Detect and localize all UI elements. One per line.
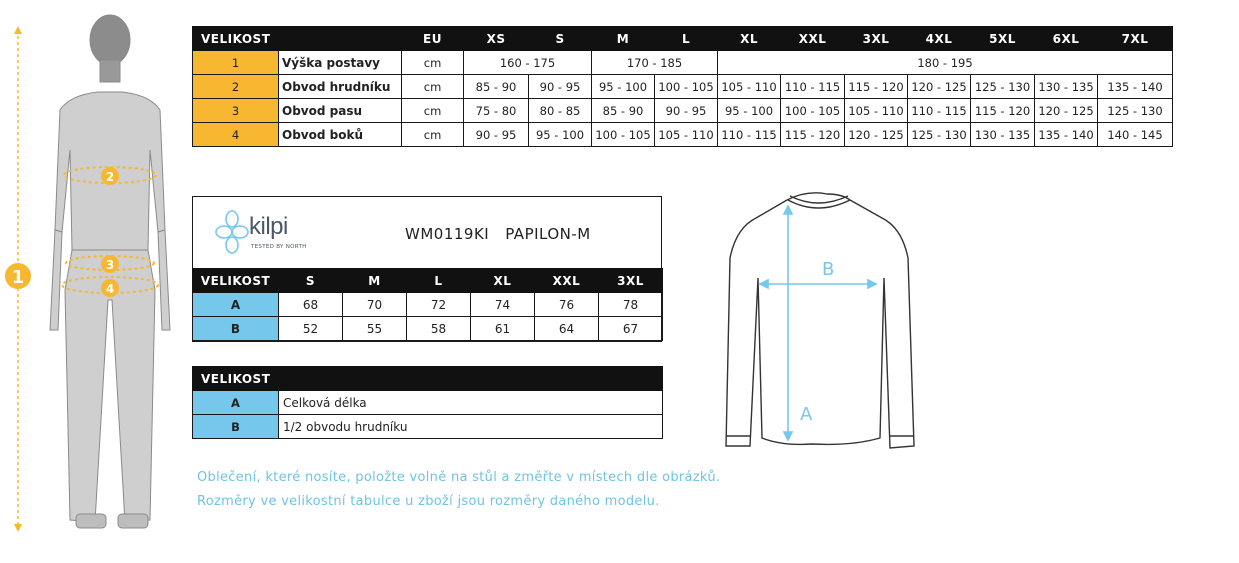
- svg-text:4: 4: [105, 282, 115, 296]
- table-cell: 105 - 110: [718, 75, 781, 99]
- shirt-outline: [726, 193, 914, 448]
- table-cell: 78: [599, 293, 663, 317]
- svg-text:1: 1: [11, 267, 25, 288]
- table-cell: 110 - 115: [718, 123, 781, 147]
- table-cell: 90 - 95: [464, 123, 529, 147]
- logo-tagline: TESTED BY NORTH: [251, 244, 307, 250]
- row-unit: cm: [402, 51, 464, 75]
- marker-3: [101, 255, 119, 273]
- table-cell: 76: [535, 293, 599, 317]
- svg-text:3: 3: [105, 258, 115, 272]
- instruction-note: Rozměry ve velikostní tabulce u zboží jsou rozměry daného modelu.: [197, 494, 660, 509]
- arrow-down-icon: [14, 524, 22, 532]
- table-cell: 61: [471, 317, 535, 341]
- table-cell: 120 - 125: [1035, 99, 1098, 123]
- row-index: 1: [193, 51, 279, 75]
- table-cell: 110 - 115: [908, 99, 971, 123]
- row-index: 4: [193, 123, 279, 147]
- table-cell: 95 - 100: [718, 99, 781, 123]
- table-cell: 100 - 105: [592, 123, 655, 147]
- header-xxl: XXL: [535, 269, 599, 293]
- table-cell: 70: [343, 293, 407, 317]
- header-m: M: [592, 27, 655, 51]
- body-measurement-figure: [0, 0, 190, 563]
- row-description: 1/2 obvodu hrudníku: [279, 415, 663, 439]
- table-cell: 95 - 100: [592, 75, 655, 99]
- table-cell: 80 - 85: [529, 99, 592, 123]
- svg-text:2: 2: [105, 170, 115, 184]
- table-cell: 90 - 95: [529, 75, 592, 99]
- row-description: Celková délka: [279, 391, 663, 415]
- product-size-table: [192, 268, 663, 341]
- row-label: B: [193, 415, 279, 439]
- row-label: Výška postavy: [279, 51, 402, 75]
- brand-logo: [215, 209, 325, 259]
- header-3xl: 3XL: [599, 269, 663, 293]
- table-cell: 68: [279, 293, 343, 317]
- instruction-note: Oblečení, které nosíte, položte volně na stůl a změřte v místech dle obrázků.: [197, 470, 721, 485]
- header-m: M: [343, 269, 407, 293]
- table-cell: 180 - 195: [718, 51, 1173, 75]
- product-code: WM0119KI: [405, 225, 490, 243]
- table-cell: 72: [407, 293, 471, 317]
- table-cell: 115 - 120: [845, 75, 908, 99]
- header-6xl: 6XL: [1035, 27, 1098, 51]
- row-index: 2: [193, 75, 279, 99]
- product-name: PAPILON-M: [505, 225, 591, 243]
- header-velikost: VELIKOST: [193, 367, 663, 391]
- row-label: Obvod boků: [279, 123, 402, 147]
- row-label: A: [193, 391, 279, 415]
- header-4xl: 4XL: [908, 27, 971, 51]
- table-cell: 135 - 140: [1098, 75, 1173, 99]
- row-label: B: [193, 317, 279, 341]
- table-cell: 100 - 105: [781, 99, 845, 123]
- legend-table: [192, 366, 663, 439]
- table-cell: 125 - 130: [971, 75, 1035, 99]
- table-cell: 52: [279, 317, 343, 341]
- legend-header: [193, 367, 663, 391]
- table-cell: 58: [407, 317, 471, 341]
- table-cell: 125 - 130: [908, 123, 971, 147]
- row-unit: cm: [402, 75, 464, 99]
- row-label: Obvod hrudníku: [279, 75, 402, 99]
- header-7xl: 7XL: [1098, 27, 1173, 51]
- table-cell: 135 - 140: [1035, 123, 1098, 147]
- shirt-measurement-figure: [712, 188, 922, 460]
- table-cell: 120 - 125: [908, 75, 971, 99]
- header-3xl: 3XL: [845, 27, 908, 51]
- table-cell: 105 - 110: [845, 99, 908, 123]
- table-row: [193, 293, 663, 317]
- table-cell: 64: [535, 317, 599, 341]
- marker-1: [5, 263, 31, 289]
- table-cell: 105 - 110: [655, 123, 718, 147]
- table-cell: 95 - 100: [529, 123, 592, 147]
- table-cell: 67: [599, 317, 663, 341]
- table-cell: 55: [343, 317, 407, 341]
- table-cell: 130 - 135: [971, 123, 1035, 147]
- main-size-table: [192, 26, 1173, 147]
- product-title: [405, 225, 607, 243]
- table-cell: 74: [471, 293, 535, 317]
- table-cell: 115 - 120: [971, 99, 1035, 123]
- header-s: S: [279, 269, 343, 293]
- shirt-measure-lines: [760, 206, 876, 440]
- table-cell: 130 - 135: [1035, 75, 1098, 99]
- row-unit: cm: [402, 123, 464, 147]
- header-l: L: [407, 269, 471, 293]
- header-l: L: [655, 27, 718, 51]
- table-cell: 140 - 145: [1098, 123, 1173, 147]
- table-row: [193, 391, 663, 415]
- arrow-up-icon: [14, 26, 22, 34]
- table-cell: 75 - 80: [464, 99, 529, 123]
- table-cell: 90 - 95: [655, 99, 718, 123]
- header-s: S: [529, 27, 592, 51]
- marker-4: [101, 279, 119, 297]
- row-label: A: [193, 293, 279, 317]
- header-xl: XL: [718, 27, 781, 51]
- knot-icon: [215, 209, 249, 255]
- header-eu: EU: [402, 27, 464, 51]
- logo-wordmark: kilpi: [249, 213, 288, 240]
- table-cell: 85 - 90: [464, 75, 529, 99]
- marker-2: [101, 167, 119, 185]
- table-cell: 125 - 130: [1098, 99, 1173, 123]
- table-row: [193, 99, 1173, 123]
- header-xxl: XXL: [781, 27, 845, 51]
- header-velikost: VELIKOST: [193, 27, 402, 51]
- table-cell: 160 - 175: [464, 51, 592, 75]
- row-unit: cm: [402, 99, 464, 123]
- table-row: [193, 415, 663, 439]
- header-velikost: VELIKOST: [193, 269, 279, 293]
- table-cell: 85 - 90: [592, 99, 655, 123]
- row-label: Obvod pasu: [279, 99, 402, 123]
- table-cell: 100 - 105: [655, 75, 718, 99]
- marker-a: A: [800, 404, 813, 425]
- header-xl: XL: [471, 269, 535, 293]
- marker-b: B: [822, 259, 835, 280]
- product-table-header: [193, 269, 663, 293]
- table-row: [193, 123, 1173, 147]
- product-header: [193, 197, 660, 269]
- table-row: [193, 75, 1173, 99]
- table-row: [193, 51, 1173, 75]
- table-cell: 115 - 120: [781, 123, 845, 147]
- header-xs: XS: [464, 27, 529, 51]
- table-cell: 110 - 115: [781, 75, 845, 99]
- main-table-header: [193, 27, 1173, 51]
- table-cell: 120 - 125: [845, 123, 908, 147]
- header-5xl: 5XL: [971, 27, 1035, 51]
- table-row: [193, 317, 663, 341]
- row-index: 3: [193, 99, 279, 123]
- table-cell: 170 - 185: [592, 51, 718, 75]
- product-size-box: [192, 196, 662, 342]
